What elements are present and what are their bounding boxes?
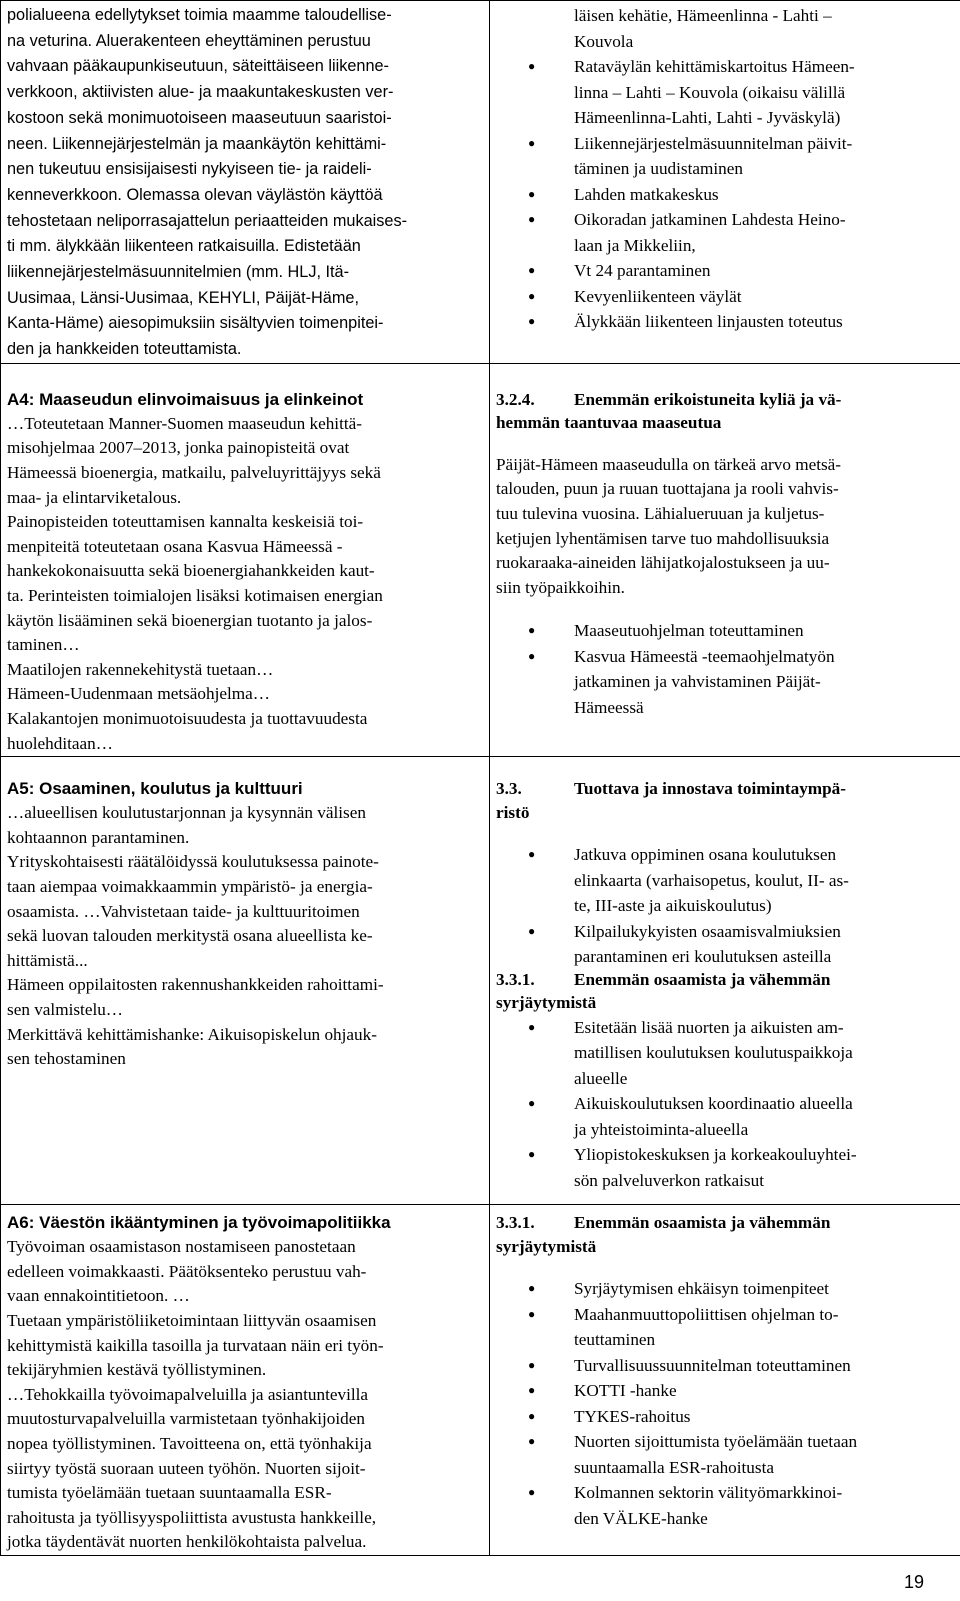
section-number: 3.3. [496,779,522,799]
text-line: menpiteitä toteutetaan osana Kasvua Hämeessä - [7,536,343,556]
text-line: tehostetaan neliporrasajattelun periaatteiden mukaises- [7,211,408,230]
list-item-line: ● Liikennejärjestelmäsuunnitelman päivit- [574,133,853,153]
text-line: Uusimaa, Länsi-Uusimaa, KEHYLI, Päijät-Häme, [7,288,359,307]
section-title-cont: syrjäytymistä [496,1236,597,1256]
list-item-line: ja yhteistoiminta-alueella [574,1119,749,1139]
text-line: Hämeen oppilaitosten rakennushankkeiden rahoittami- [7,975,384,995]
text-line: misohjelmaa 2007–2013, jonka painopisteitä ovat [7,438,350,458]
text-line: kostoon sekä monimuotoiseen maaseutuun saaristoi- [7,108,392,127]
list-item [496,1302,956,1353]
text-line: neen. Liikennejärjestelmän ja maankäytön kehittämi- [7,134,387,153]
list-item [496,1091,956,1142]
list-item-line: täminen ja uudistaminen [574,159,743,178]
left-cell-labour [1,1205,490,1556]
text-line: rahoitusta ja työllisyyspoliittista avustusta hankkeille, [7,1507,377,1527]
list-item-line: den VÄLKE-hanke [574,1508,708,1528]
list-item [496,1480,956,1531]
list-item [496,1353,956,1379]
list-item-line: parantaminen eri koulutuksen asteilla [574,947,832,967]
list-item-line: ● Turvallisuussuunnitelman toteuttaminen [574,1355,851,1375]
list-item [496,207,956,258]
table-row [1,757,960,1205]
list-item [496,1015,956,1092]
text-line: Merkittävä kehittämishanke: Aikuisopiskelun ohjauk- [7,1024,377,1044]
list-item-line: ● KOTTI -hanke [574,1381,677,1401]
text-line: Tuetaan ympäristöliiketoimintaan liittyvän osaamisen [7,1310,377,1330]
page-number: 19 [904,1572,925,1592]
rural-bullet-list [496,618,956,720]
list-item-line: ● Esitetään lisää nuorten ja aikuisten am- [574,1017,844,1037]
text-line: huolehditaan… [7,733,113,753]
transport-bullet-list [496,54,956,335]
labour-bullet-list [496,1276,956,1531]
text-line: …Toteutetaan Manner-Suomen maaseudun kehittä- [7,413,362,433]
list-item-line: teuttaminen [574,1330,656,1350]
section-title: Enemmän erikoistuneita kyliä ja vä- [574,389,842,409]
left-cell-rural [1,363,490,756]
text-line: tekijäryhmien kestävä työllistyminen. [7,1360,267,1380]
list-item [496,842,956,919]
list-item-line: ● Maaseutuohjelman toteuttaminen [574,621,804,641]
text-line: Hämeessä bioenergia, matkailu, palveluyrittäjyys sekä [7,463,381,483]
list-item-line: Hämeenlinna-Lahti, Lahti - Jyväskylä) [574,108,841,127]
text-line: Kouvola [574,31,634,51]
text-line: Maatilojen rakennekehitystä tuetaan… [7,659,274,679]
section-number: 3.3.1. [496,1213,535,1233]
section-title-cont: syrjäytymistä [496,993,597,1013]
list-item-line: ● Kasvua Hämeestä -teemaohjelmatyön [574,646,835,666]
text-line: hittämistä... [7,950,88,970]
table-row [1,1205,960,1556]
list-item [496,919,956,970]
section-title: Enemmän osaamista ja vähemmän [574,969,831,989]
text-line: sen valmistelu… [7,999,123,1019]
section-number: 3.2.4. [496,389,535,409]
text-line: polialueena edellytykset toimia maamme taloudellise- [7,6,392,24]
list-item-line: te, III-aste ja aikuiskoulutus) [574,896,772,916]
list-item [496,1429,956,1480]
text-line: siin työpaikkoihin. [496,577,625,597]
text-line: ketjujen lyhentämisen tarve tuo mahdollisuuksia [496,528,830,548]
section-heading-3-3-1b [496,1211,956,1235]
text-line: na veturina. Aluerakenteen eheyttäminen perustuu [7,31,371,50]
list-item-line: ● TYKES-rahoitus [574,1406,691,1426]
text-line: Yrityskohtaisesti räätälöidyssä koulutuksessa painote- [7,852,379,872]
list-item [496,284,956,310]
text-line: vaan ennakointitietoon. … [7,1286,190,1306]
text-line: kohtaannon parantaminen. [7,827,190,847]
list-item-line: ● Jatkuva oppiminen osana koulutuksen [574,845,837,865]
list-item [496,131,956,182]
exclusion-bullet-list [496,1015,956,1194]
section-heading-a4: A4: Maaseudun elinvoimaisuus ja elinkeinot [7,389,364,409]
text-line: Kanta-Häme) aiesopimuksiin sisältyvien toimenpitei- [7,314,384,333]
list-item [496,1142,956,1193]
text-line: vahvaan pääkaupunkiseutuun, säteittäiseen liikenne- [7,57,389,76]
section-heading-a5: A5: Osaaminen, koulutus ja kulttuuri [7,779,303,799]
text-line: sen tehostaminen [7,1049,126,1069]
list-item-line: jatkaminen ja vahvistaminen Päijät- [574,672,821,692]
section-title: Enemmän osaamista ja vähemmän [574,1213,831,1233]
text-line: hankekokonaisuutta sekä bioenergiahankkeiden kaut- [7,561,375,581]
text-line: kehittymistä kaikilla tasoilla ja turvataan näin eri työn- [7,1335,384,1355]
list-item [496,618,956,644]
list-item-line: Hämeessä [574,697,644,717]
list-item [496,258,956,284]
text-line: Kalakantojen monimuotoisuudesta ja tuottavuudesta [7,708,368,728]
section-title: Tuottava ja innostava toimintaympä- [574,779,847,799]
text-line: verkkoon, aktiivisten alue- ja maakuntakeskusten ver- [7,83,394,102]
list-item [496,1276,956,1302]
list-item [496,309,956,335]
right-cell-rural [490,363,960,756]
right-cell-transport [490,1,960,364]
text-line: sekä luovan talouden merkitystä osana alueellista ke- [7,926,373,946]
section-number: 3.3.1. [496,969,535,989]
transport-paragraph [7,3,483,363]
list-item [496,182,956,208]
list-item-line: ● Kevyenliikenteen väylät [574,286,742,306]
list-item-line: suuntaamalla ESR-rahoitusta [574,1457,774,1477]
section-title-cont: ristö [496,802,530,822]
rural-right-paragraph [496,453,956,601]
text-line: Painopisteiden toteuttamisen kannalta keskeisiä toi- [7,512,364,532]
right-cell-education [490,757,960,1205]
text-line: nopea työllistyminen. Tavoitteena on, että työnhakija [7,1433,372,1453]
left-cell-transport [1,1,490,364]
labour-paragraph [7,1235,483,1555]
text-line: …Tehokkailla työvoimapalveluilla ja asiantuntevilla [7,1384,369,1404]
text-line: ruokaraaka-aineiden lähijatkojalostukseen ja uu- [496,553,830,573]
text-line: liikennejärjestelmäsuunnitelmien (mm. HLJ, Itä- [7,263,350,282]
text-line: kenneverkkoon. Olemassa olevan väylästön käyttöä [7,185,383,204]
text-line: Hämeen-Uudenmaan metsäohjelma… [7,684,270,704]
section-title-cont: hemmän taantuvaa maaseutua [496,413,722,433]
text-line: jotka täydentävät nuorten henkilökohtaista palvelua. [7,1532,367,1552]
text-line: Päijät-Hämeen maaseudulla on tärkeä arvo metsä- [496,454,842,474]
list-item [496,54,956,131]
text-line: muutosturvapalveluilla varmistetaan työnhakijoiden [7,1409,365,1429]
text-line: ta. Perinteisten toimialojen lisäksi kotimaisen energian [7,586,383,605]
list-item-line: ● Oikoradan jatkaminen Lahdesta Heino- [574,210,846,229]
text-line: osaamista. …Vahvistetaan taide- ja kulttuuritoimen [7,901,360,921]
transport-intro [496,3,956,54]
rural-paragraph [7,412,483,756]
list-item-line: ● Aikuiskoulutuksen koordinaatio alueella [574,1094,853,1114]
text-line: nen tukeutuu ensisijaisesti nykyiseen tie- ja raideli- [7,160,372,179]
table-row [1,1,960,364]
text-line: tuu tulevina vuosina. Lähialueruuan ja kuljetus- [496,504,825,524]
list-item-line: matillisen koulutuksen koulutuspaikkoja [574,1043,853,1063]
text-line: talouden, puun ja ruuan tuottajana ja rooli vahvis- [496,479,839,499]
education-bullet-list [496,842,956,970]
text-line: käytön lisääminen sekä bioenergian tuotanto ja jalos- [7,610,373,630]
text-line: läisen kehätie, Hämeenlinna - Lahti – [574,6,832,25]
list-item-line: ● Älykkään liikenteen linjausten toteutus [574,312,843,331]
list-item-line: sön palveluverkon ratkaisut [574,1170,764,1190]
list-item-line: ● Syrjäytymisen ehkäisyn toimenpiteet [574,1279,829,1299]
text-line: tumista työelämään tuetaan suuntaamalla ESR- [7,1483,332,1503]
section-heading-3-3 [496,777,956,801]
section-heading-3-2-4 [496,388,956,412]
education-paragraph [7,801,483,1072]
section-heading-a6: A6: Väestön ikääntyminen ja työvoimapolitiikka [7,1213,391,1233]
list-item-line: ● Lahden matkakeskus [574,184,719,204]
list-item-line: ● Vt 24 parantaminen [574,261,711,280]
list-item-line: ● Yliopistokeskuksen ja korkeakouluyhtei- [574,1145,857,1165]
list-item-line: ● Rataväylän kehittämiskartoitus Hämeen- [574,57,855,76]
right-cell-labour [490,1205,960,1556]
text-line: ti mm. älykkään liikenteen ratkaisuilla. Edistetään [7,237,361,256]
list-item-line: ● Kilpailukykyisten osaamisvalmiuksien [574,921,841,941]
list-item [496,644,956,721]
list-item-line: alueelle [574,1068,628,1088]
list-item-line: ● Maahanmuuttopoliittisen ohjelman to- [574,1304,839,1324]
list-item [496,1404,956,1430]
list-item-line: linna – Lahti – Kouvola (oikaisu välillä [574,82,846,102]
list-item-line: elinkaarta (varhaisopetus, koulut, II- as- [574,870,849,890]
text-line: maa- ja elintarviketalous. [7,487,182,507]
text-line: Työvoiman osaamistason nostamiseen panostetaan [7,1237,356,1257]
list-item [496,1378,956,1404]
table-row [1,363,960,756]
list-item-line: laan ja Mikkeliin, [574,235,696,255]
text-line: den ja hankkeiden toteuttamista. [7,340,242,359]
list-item-line: ● Kolmannen sektorin välityömarkkinoi- [574,1483,843,1503]
section-heading-3-3-1 [496,968,956,992]
text-line: siirtyy työstä suoraan uuteen työhön. Nuorten sijoit- [7,1458,366,1478]
text-line: edelleen voimakkaasti. Päätöksenteko perustuu vah- [7,1261,367,1281]
text-line: taan aiempaa voimakkaammin ympäristö- ja energia- [7,876,373,896]
text-line: …alueellisen koulutustarjonnan ja kysynnän välisen [7,803,366,823]
left-cell-education [1,757,490,1205]
list-item-line: ● Nuorten sijoittumista työelämään tuetaan [574,1432,858,1452]
text-line: taminen… [7,635,80,655]
